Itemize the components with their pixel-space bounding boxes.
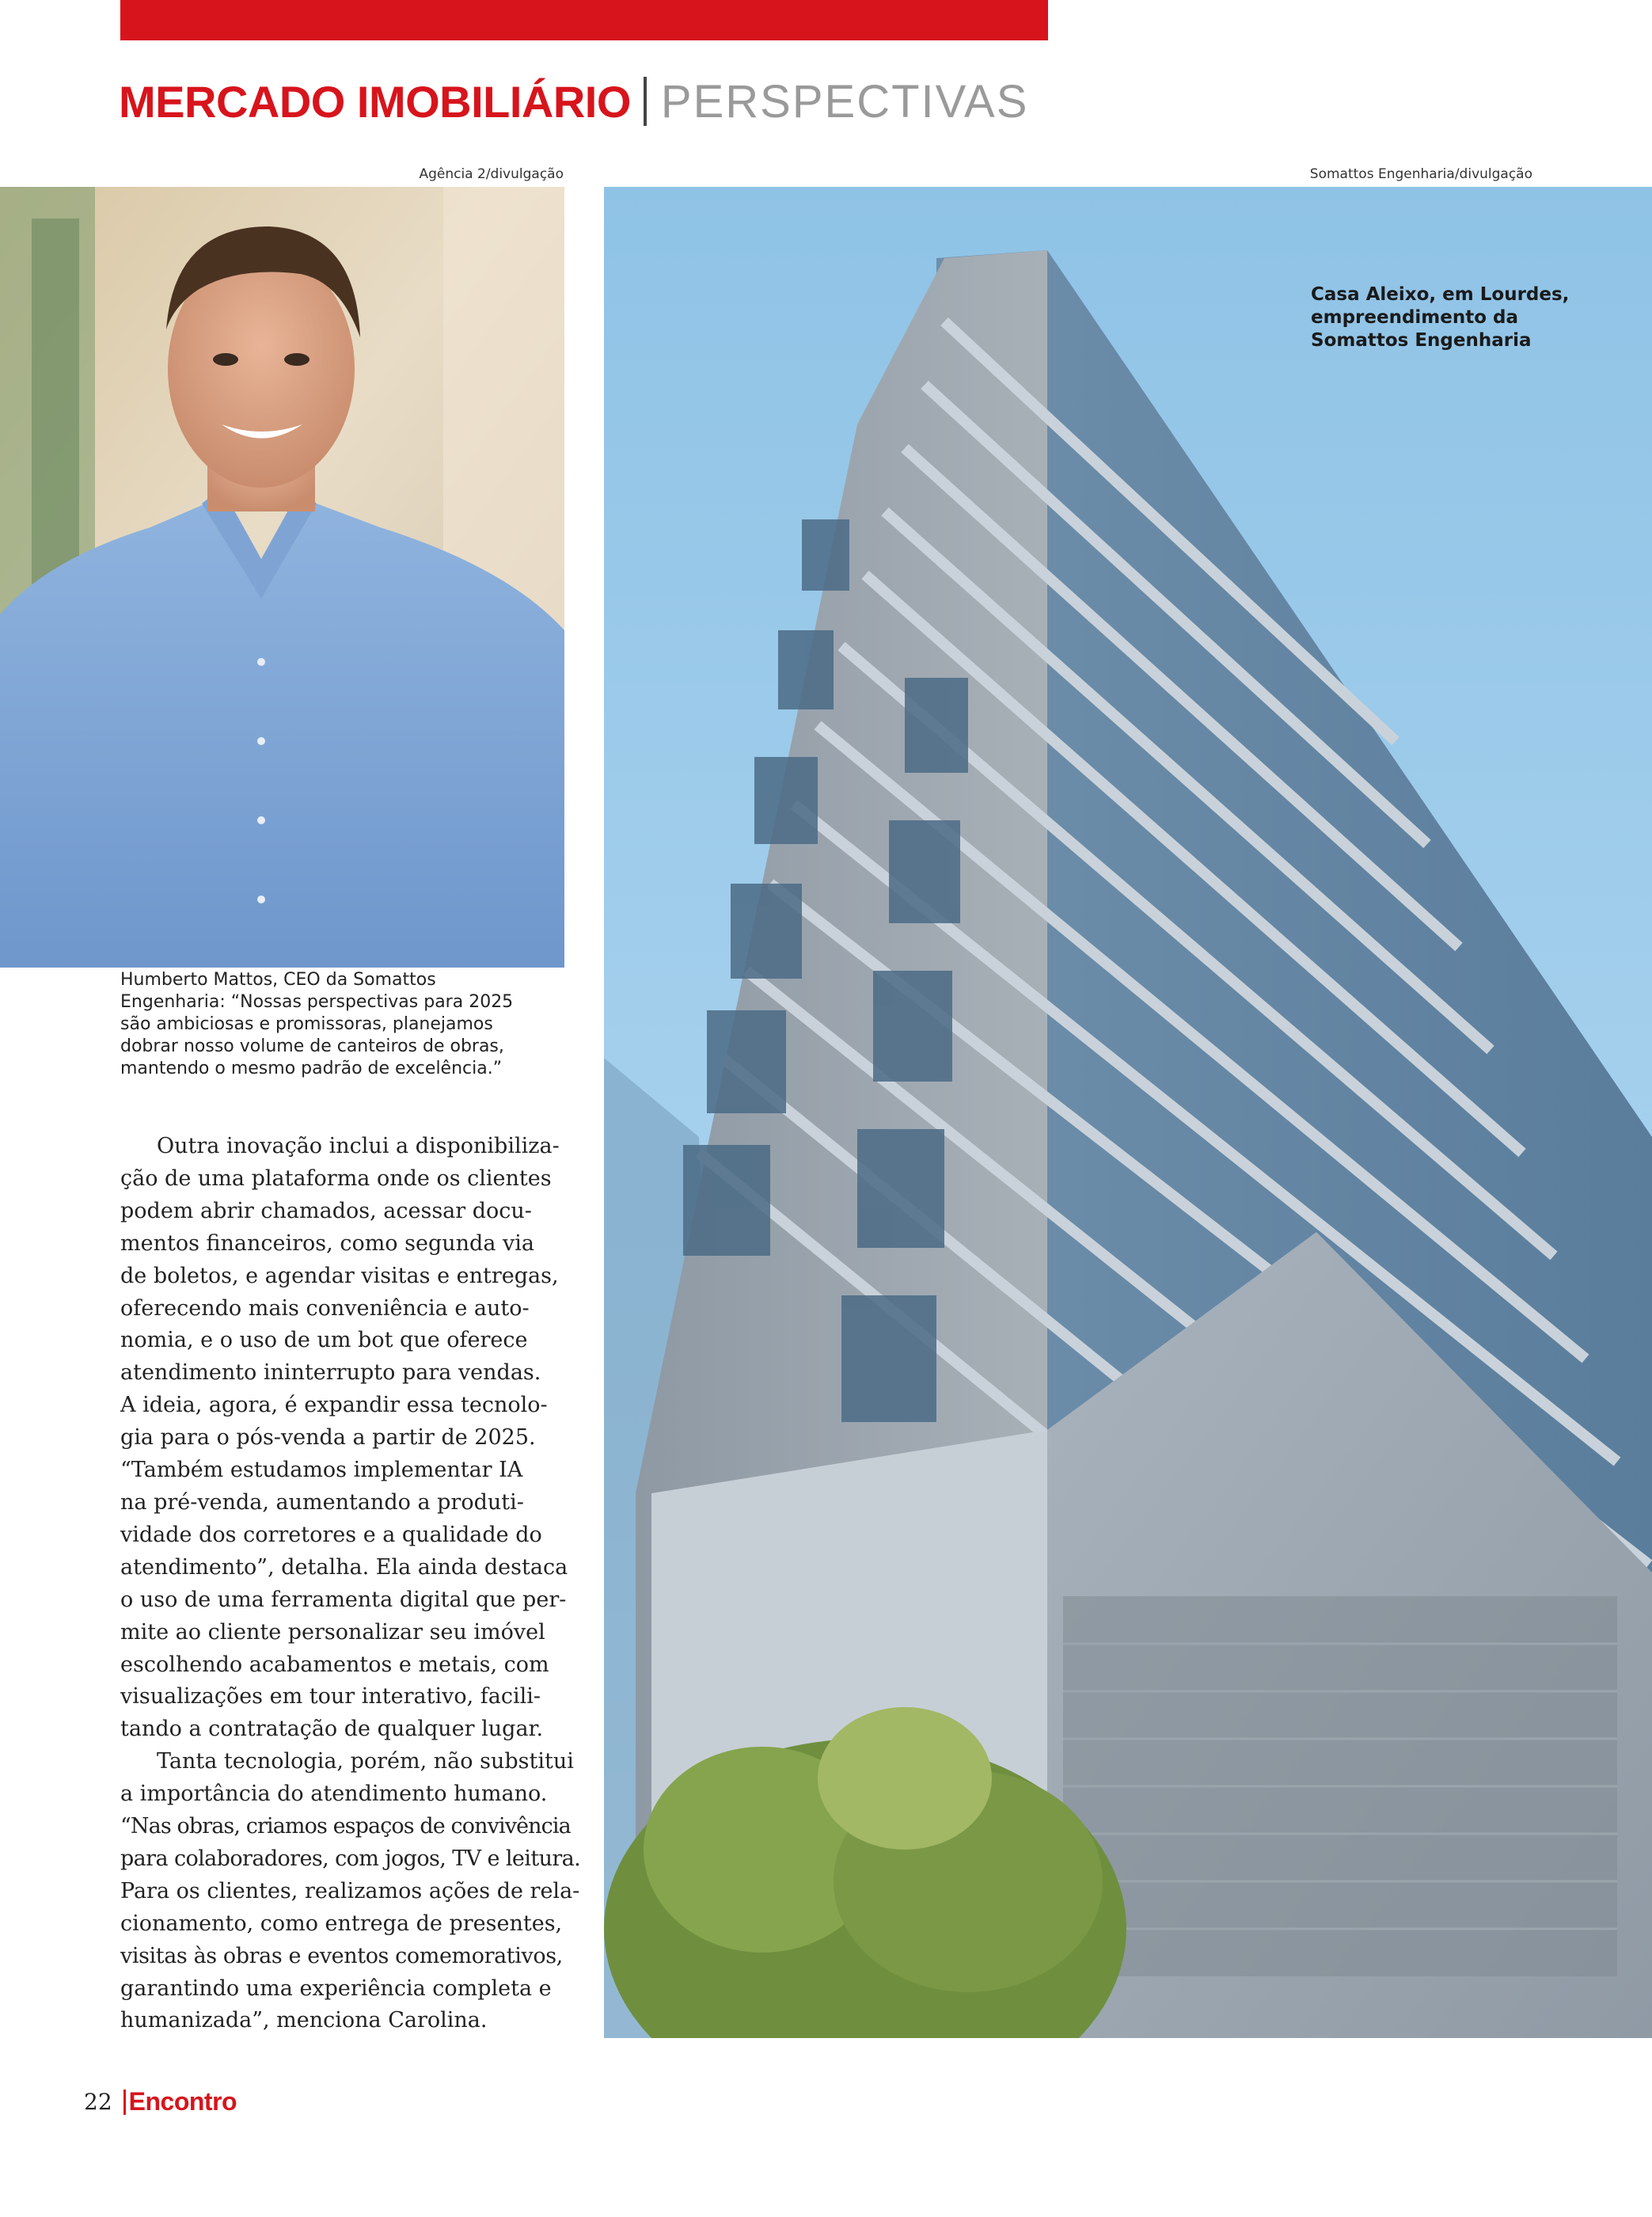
article-line: tando a contratação de qualquer lugar. — [120, 1717, 544, 1742]
caption-line: mantendo o mesmo padrão de excelência.” — [120, 1059, 503, 1078]
building-photo — [604, 187, 1652, 2038]
portrait-photo-credit: Agência 2/divulgação — [419, 166, 564, 182]
top-accent-bar — [120, 0, 1048, 40]
article-line: “Também estudamos implementar IA — [120, 1458, 523, 1483]
page-number: 22 — [84, 2089, 112, 2115]
article-line: mentos financeiros, como segunda via — [120, 1230, 534, 1256]
article-line: nomia, e o uso de um bot que oferece — [120, 1328, 528, 1353]
article-body — [120, 1131, 581, 2037]
article-line: podem abrir chamados, acessar docu- — [120, 1198, 532, 1223]
caption-line: Engenharia: “Nossas perspectivas para 2025 — [120, 992, 514, 1012]
article-line: gia para o pós-venda a partir de 2025. — [120, 1425, 536, 1451]
page-footer — [84, 2087, 237, 2116]
building-photo-credit: Somattos Engenharia/divulgação — [1309, 166, 1532, 182]
article-line: vidade dos corretores e a qualidade do — [120, 1522, 542, 1547]
portrait-photo — [0, 187, 564, 968]
caption-line: dobrar nosso volume de canteiros de obras, — [120, 1036, 504, 1056]
article-line: humanizada”, menciona Carolina. — [120, 2008, 488, 2033]
article-line: na pré-venda, aumentando a produti- — [120, 1489, 524, 1515]
article-line: de boletos, e agendar visitas e entregas, — [120, 1263, 559, 1288]
section-header — [119, 70, 1028, 133]
section-title: MERCADO IMOBILIÁRIO — [119, 76, 631, 127]
article-line: Para os clientes, realizamos ações de rela- — [120, 1878, 580, 1903]
article-line: atendimento”, detalha. Ela ainda destaca — [120, 1554, 568, 1580]
article-line: mite ao cliente personalizar seu imóvel — [120, 1619, 545, 1645]
portrait-caption — [120, 969, 564, 1080]
section-divider — [644, 77, 647, 126]
caption-line: Casa Aleixo, em Lourdes, — [1311, 284, 1570, 305]
magazine-name: Encontro — [128, 2087, 237, 2116]
article-line: para colaboradores, com jogos, TV e leitura. — [120, 1846, 581, 1871]
article-line: o uso de uma ferramenta digital que per- — [120, 1587, 567, 1612]
building-caption — [1311, 283, 1569, 352]
section-subtitle: PERSPECTIVAS — [660, 75, 1029, 127]
article-line: Tanta tecnologia, porém, não substitui — [157, 1749, 574, 1774]
article-line: a importância do atendimento humano. — [120, 1782, 548, 1807]
caption-line: empreendimento da — [1311, 307, 1519, 328]
caption-line: Humberto Mattos, CEO da Somattos — [120, 970, 436, 990]
footer-divider — [123, 2090, 126, 2115]
article-line: visualizações em tour interativo, facili- — [120, 1684, 541, 1709]
article-line: Outra inovação inclui a disponibiliza- — [157, 1134, 560, 1158]
article-line: ção de uma plataforma onde os clientes — [120, 1166, 552, 1191]
caption-line: Somattos Engenharia — [1311, 330, 1532, 351]
caption-line: são ambiciosas e promissoras, planejamos — [120, 1014, 493, 1034]
article-line: escolhendo acabamentos e metais, com — [120, 1652, 549, 1677]
article-line: oferecendo mais conveniência e auto- — [120, 1295, 530, 1321]
article-line: cionamento, como entrega de presentes, — [120, 1911, 563, 1936]
article-line: A ideia, agora, é expandir essa tecnolo- — [120, 1393, 548, 1418]
article-line: visitas às obras e eventos comemorativos, — [120, 1943, 563, 1968]
article-line: atendimento ininterrupto para vendas. — [120, 1360, 541, 1386]
article-line: “Nas obras, criamos espaços de convivência — [120, 1814, 571, 1839]
article-line: garantindo uma experiência completa e — [120, 1976, 552, 2001]
